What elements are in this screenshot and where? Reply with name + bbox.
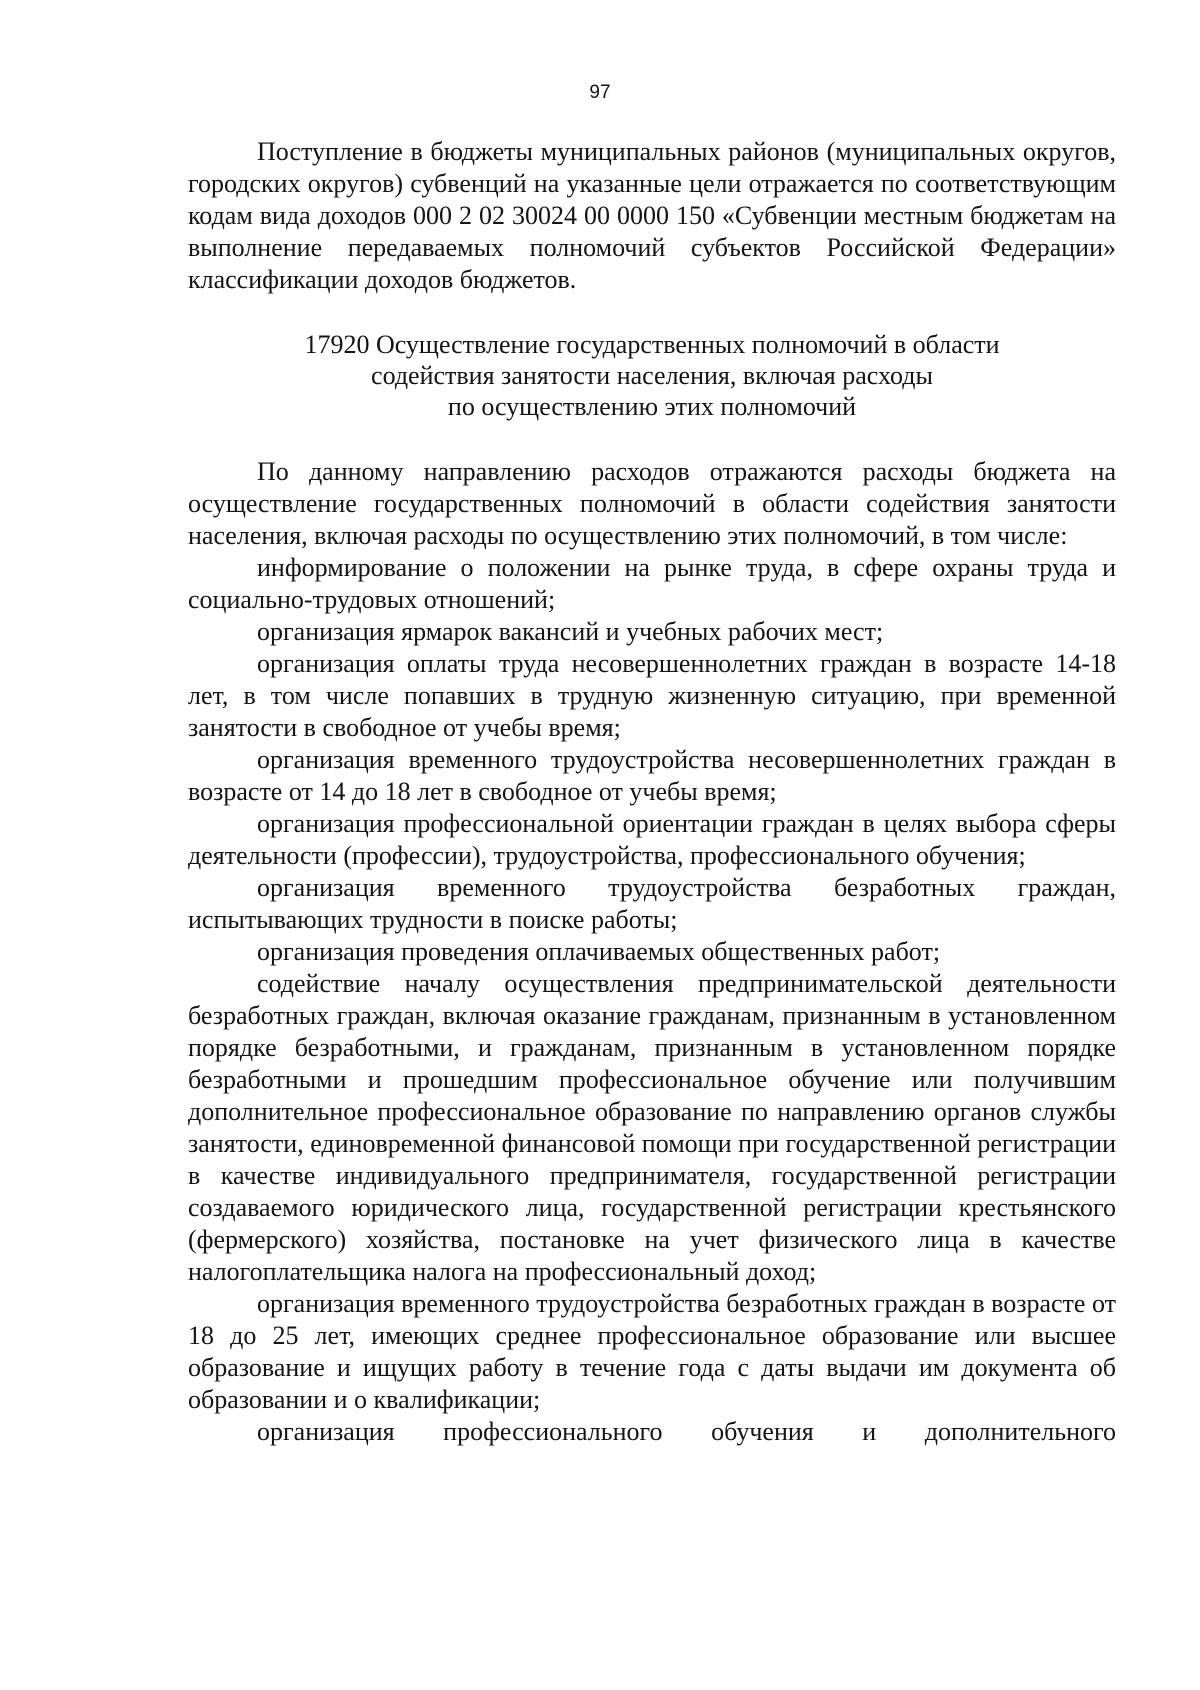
list-item: организация временного трудоустройства безработных граждан, испытывающих трудности в поиске работы;	[188, 873, 1116, 934]
intro-block	[188, 136, 1116, 296]
list-item: организация временного трудоустройства несовершеннолетних граждан в возрасте от 14 до 18 лет в свободное от учебы время;	[188, 745, 1116, 806]
list-item: организация ярмарок вакансий и учебных рабочих мест;	[257, 617, 884, 646]
section-heading-line: 17920 Осуществление государственных полномочий в области	[304, 330, 1000, 359]
section-heading-line: содействия занятости населения, включая расходы	[371, 361, 933, 390]
list-item: организация временного трудоустройства безработных граждан в возрасте от 18 до 25 лет, имеющих среднее профессиональное образование или высшее образование и ищущих работу в течение года с даты выдачи им документа об образовании и о квалификации;	[188, 1289, 1116, 1414]
list-item: содействие началу осуществления предпринимательской деятельности безработных граждан, включая оказание гражданам, признанным в установленном порядке безработными, и гражданам, признанным в установленном порядке безработными и прошедшим профессиональное обучение или получившим дополнительное профессиональное образование по направлению органов службы занятости, единовременной финансовой помощи при государственной регистрации в качестве индивидуального предпринимателя, государственной регистрации создаваемого юридического лица, государственной регистрации крестьянского (фермерского) хозяйства, постановке на учет физического лица в качестве налогоплательщика налога на профессиональный доход;	[188, 969, 1116, 1286]
page-number: 97	[589, 82, 611, 103]
list-item: организация проведения оплачиваемых общественных работ;	[257, 937, 941, 966]
body-paragraph: По данному направлению расходов отражаются расходы бюджета на осуществление государственных полномочий в области содействия занятости населения, включая расходы по осуществлению этих полномочий, в том числе:	[188, 457, 1116, 550]
section-body	[188, 456, 1116, 1448]
section-heading-line: по осуществлению этих полномочий	[447, 392, 857, 421]
list-item: организация профессиональной ориентации граждан в целях выбора сферы деятельности (профессии), трудоустройства, профессионального обучения;	[188, 809, 1116, 870]
list-item: информирование о положении на рынке труда, в сфере охраны труда и социально-трудовых отношений;	[188, 553, 1116, 614]
list-item: организация профессионального обучения и дополнительного	[257, 1417, 1116, 1446]
intro-paragraph: Поступление в бюджеты муниципальных районов (муниципальных округов, городских округов) субвенций на указанные цели отражается по соответствующим кодам вида доходов 000 2 02 30024 00 0000 150 «Субвенции местным бюджетам на выполнение передаваемых полномочий субъектов Российской Федерации» классификации доходов бюджетов.	[188, 137, 1116, 294]
list-item: организация оплаты труда несовершеннолетних граждан в возрасте 14-18 лет, в том числе попавших в трудную жизненную ситуацию, при временной занятости в свободное от учебы время;	[188, 649, 1116, 742]
section-heading	[188, 329, 1116, 422]
